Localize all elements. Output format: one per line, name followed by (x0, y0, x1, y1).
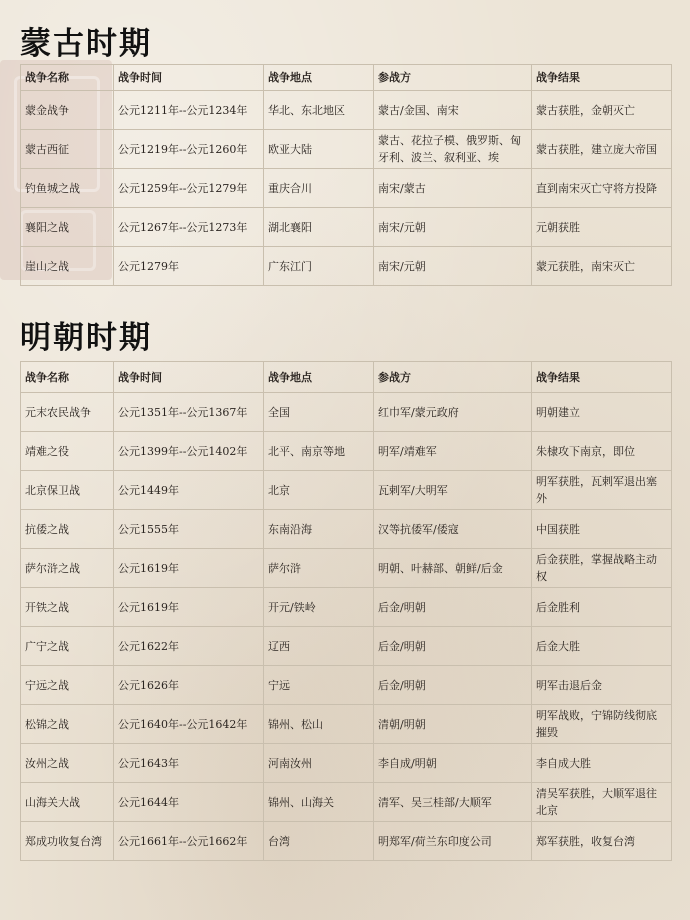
cell-war-location: 重庆合川 (264, 169, 374, 208)
table-row (21, 588, 672, 627)
cell-war-name: 开铁之战 (21, 588, 114, 627)
cell-war-name: 崖山之战 (21, 247, 114, 286)
cell-war-result: 明军获胜，瓦剌军退出塞外 (532, 471, 672, 510)
table-row (21, 91, 672, 130)
cell-war-result: 朱棣攻下南京，即位 (532, 432, 672, 471)
table-row (21, 130, 672, 169)
header-war-result: 战争结果 (532, 362, 672, 393)
header-war-location: 战争地点 (264, 65, 374, 91)
header-war-name: 战争名称 (21, 65, 114, 91)
cell-war-time: 公元1619年 (114, 588, 264, 627)
cell-war-location: 北京 (264, 471, 374, 510)
table-header-row (21, 362, 672, 393)
cell-participants: 南宋/元朝 (374, 208, 532, 247)
cell-war-result: 郑军获胜，收复台湾 (532, 822, 672, 861)
cell-war-name: 蒙金战争 (21, 91, 114, 130)
cell-participants: 李自成/明朝 (374, 744, 532, 783)
cell-war-result: 明军击退后金 (532, 666, 672, 705)
table-row (21, 208, 672, 247)
cell-war-result: 直到南宋灭亡守将方投降 (532, 169, 672, 208)
cell-war-location: 全国 (264, 393, 374, 432)
cell-war-location: 东南沿海 (264, 510, 374, 549)
cell-war-location: 湖北襄阳 (264, 208, 374, 247)
table-row (21, 393, 672, 432)
cell-war-time: 公元1267年--公元1273年 (114, 208, 264, 247)
cell-war-time: 公元1259年--公元1279年 (114, 169, 264, 208)
table-row (21, 627, 672, 666)
cell-war-location: 开元/铁岭 (264, 588, 374, 627)
table-row (21, 705, 672, 744)
cell-war-name: 萨尔浒之战 (21, 549, 114, 588)
table-row (21, 471, 672, 510)
cell-war-result: 明朝建立 (532, 393, 672, 432)
cell-war-time: 公元1626年 (114, 666, 264, 705)
header-war-location: 战争地点 (264, 362, 374, 393)
cell-war-location: 河南汝州 (264, 744, 374, 783)
cell-war-name: 山海关大战 (21, 783, 114, 822)
header-war-name: 战争名称 (21, 362, 114, 393)
cell-war-result: 后金胜利 (532, 588, 672, 627)
cell-war-location: 台湾 (264, 822, 374, 861)
cell-war-time: 公元1219年--公元1260年 (114, 130, 264, 169)
table-row (21, 247, 672, 286)
cell-war-time: 公元1640年--公元1642年 (114, 705, 264, 744)
cell-participants: 明朝、叶赫部、朝鲜/后金 (374, 549, 532, 588)
cell-war-name: 宁远之战 (21, 666, 114, 705)
table-row (21, 169, 672, 208)
cell-participants: 汉等抗倭军/倭寇 (374, 510, 532, 549)
section-title-mongol: 蒙古时期 (20, 26, 152, 62)
table-row (21, 549, 672, 588)
cell-war-result: 李自成大胜 (532, 744, 672, 783)
header-participants: 参战方 (374, 362, 532, 393)
cell-participants: 清军、吴三桂部/大顺军 (374, 783, 532, 822)
cell-participants: 红巾军/蒙元政府 (374, 393, 532, 432)
cell-war-name: 靖难之役 (21, 432, 114, 471)
table-row (21, 510, 672, 549)
cell-war-name: 钓鱼城之战 (21, 169, 114, 208)
cell-war-location: 辽西 (264, 627, 374, 666)
cell-war-name: 蒙古西征 (21, 130, 114, 169)
cell-war-time: 公元1399年--公元1402年 (114, 432, 264, 471)
ming-war-table (20, 361, 672, 861)
cell-war-result: 清吴军获胜，大顺军退往北京 (532, 783, 672, 822)
mongol-war-table (20, 64, 672, 286)
table-row (21, 432, 672, 471)
cell-war-time: 公元1661年--公元1662年 (114, 822, 264, 861)
cell-war-result: 蒙元获胜，南宋灭亡 (532, 247, 672, 286)
cell-war-name: 松锦之战 (21, 705, 114, 744)
cell-war-name: 襄阳之战 (21, 208, 114, 247)
cell-war-time: 公元1643年 (114, 744, 264, 783)
cell-war-time: 公元1211年--公元1234年 (114, 91, 264, 130)
header-participants: 参战方 (374, 65, 532, 91)
header-war-time: 战争时间 (114, 362, 264, 393)
cell-war-name: 抗倭之战 (21, 510, 114, 549)
cell-participants: 南宋/元朝 (374, 247, 532, 286)
cell-participants: 南宋/蒙古 (374, 169, 532, 208)
cell-participants: 后金/明朝 (374, 627, 532, 666)
cell-war-location: 欧亚大陆 (264, 130, 374, 169)
cell-war-time: 公元1351年--公元1367年 (114, 393, 264, 432)
cell-war-location: 北平、南京等地 (264, 432, 374, 471)
table-row (21, 822, 672, 861)
cell-war-result: 蒙古获胜，建立庞大帝国 (532, 130, 672, 169)
cell-war-result: 后金获胜，掌握战略主动权 (532, 549, 672, 588)
cell-war-name: 广宁之战 (21, 627, 114, 666)
section-title-ming: 明朝时期 (20, 320, 152, 356)
cell-war-time: 公元1449年 (114, 471, 264, 510)
cell-war-result: 明军战败，宁锦防线彻底摧毁 (532, 705, 672, 744)
cell-war-time: 公元1622年 (114, 627, 264, 666)
cell-war-location: 广东江门 (264, 247, 374, 286)
cell-participants: 明郑军/荷兰东印度公司 (374, 822, 532, 861)
cell-war-name: 元末农民战争 (21, 393, 114, 432)
cell-war-result: 蒙古获胜，金朝灭亡 (532, 91, 672, 130)
cell-war-location: 锦州、山海关 (264, 783, 374, 822)
table-row (21, 783, 672, 822)
cell-war-location: 萨尔浒 (264, 549, 374, 588)
cell-participants: 明军/靖难军 (374, 432, 532, 471)
cell-war-name: 郑成功收复台湾 (21, 822, 114, 861)
cell-war-result: 中国获胜 (532, 510, 672, 549)
cell-participants: 蒙古/金国、南宋 (374, 91, 532, 130)
cell-war-result: 元朝获胜 (532, 208, 672, 247)
table-row (21, 666, 672, 705)
table-header-row (21, 65, 672, 91)
cell-war-time: 公元1644年 (114, 783, 264, 822)
cell-war-name: 汝州之战 (21, 744, 114, 783)
cell-war-location: 宁远 (264, 666, 374, 705)
cell-war-name: 北京保卫战 (21, 471, 114, 510)
cell-war-time: 公元1619年 (114, 549, 264, 588)
cell-participants: 蒙古、花拉子模、俄罗斯、匈牙利、波兰、叙利亚、埃 (374, 130, 532, 169)
cell-war-result: 后金大胜 (532, 627, 672, 666)
cell-war-location: 锦州、松山 (264, 705, 374, 744)
header-war-result: 战争结果 (532, 65, 672, 91)
cell-war-location: 华北、东北地区 (264, 91, 374, 130)
cell-participants: 后金/明朝 (374, 588, 532, 627)
header-war-time: 战争时间 (114, 65, 264, 91)
cell-participants: 后金/明朝 (374, 666, 532, 705)
cell-war-time: 公元1555年 (114, 510, 264, 549)
cell-war-time: 公元1279年 (114, 247, 264, 286)
table-row (21, 744, 672, 783)
cell-participants: 瓦剌军/大明军 (374, 471, 532, 510)
cell-participants: 清朝/明朝 (374, 705, 532, 744)
